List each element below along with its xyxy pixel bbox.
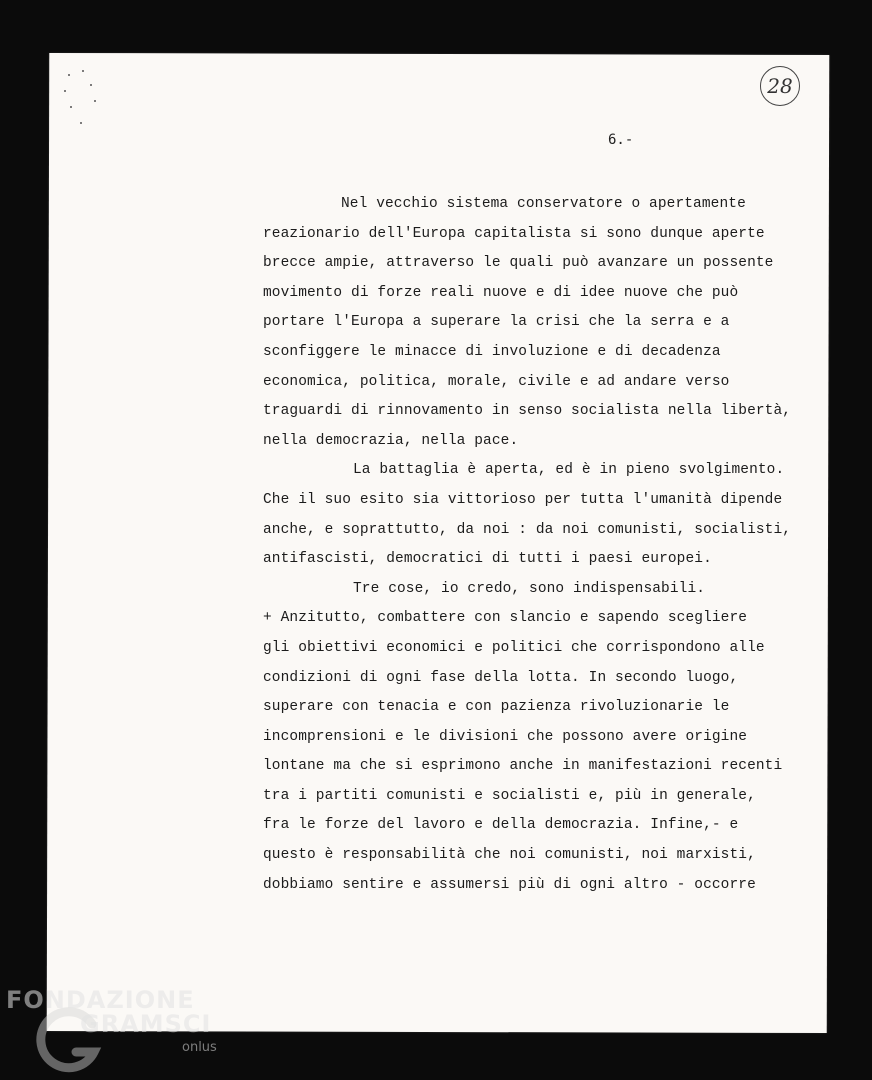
watermark-title: FONDAZIONE: [6, 986, 195, 1014]
text-line: La battaglia è aperta, ed è in pieno svolgimento.: [353, 462, 785, 479]
text-line: nella democrazia, nella pace.: [263, 432, 519, 449]
text-line: brecce ampie, attraverso le quali può avanzare un possente: [263, 255, 774, 272]
archive-page-stamp: 28: [760, 66, 800, 106]
document-body: [263, 190, 823, 900]
text-line: dobbiamo sentire e assumersi più di ogni altro - occorre: [263, 876, 756, 893]
watermark-subtitle: GRAMSCI: [80, 1010, 212, 1038]
text-line: gli obiettivi economici e politici che corrispondono alle: [263, 639, 765, 656]
text-line: tra i partiti comunisti e socialisti e, più in generale,: [263, 787, 756, 804]
text-line: movimento di forze reali nuove e di idee nuove che può: [263, 284, 739, 301]
text-line: antifascisti, democratici di tutti i paesi europei.: [263, 551, 712, 568]
text-line: questo è responsabilità che noi comunisti, noi marxisti,: [263, 847, 756, 864]
text-line: portare l'Europa a superare la crisi che la serra e a: [263, 314, 730, 331]
text-line: Tre cose, io credo, sono indispensabili.: [353, 580, 706, 597]
text-line: economica, politica, morale, civile e ad andare verso: [263, 373, 730, 390]
text-line: superare con tenacia e con pazienza rivoluzionarie le: [263, 699, 730, 716]
text-line: anche, e soprattutto, da noi : da noi comunisti, socialisti,: [263, 521, 792, 538]
page-number: 6.-: [608, 132, 634, 148]
text-line: incomprensioni e le divisioni che possono avere origine: [263, 728, 748, 745]
text-line: traguardi di rinnovamento in senso socialista nella libertà,: [263, 403, 792, 420]
text-line: fra le forze del lavoro e della democrazia. Infine,- e: [263, 817, 739, 834]
paper-specks: [60, 70, 100, 130]
watermark-tagline: onlus: [182, 1040, 217, 1055]
text-line: Che il suo esito sia vittorioso per tutta l'umanità dipende: [263, 491, 783, 508]
text-line: reazionario dell'Europa capitalista si sono dunque aperte: [263, 225, 765, 242]
text-line: sconfiggere le minacce di involuzione e di decadenza: [263, 343, 721, 360]
text-line: Nel vecchio sistema conservatore o apertamente: [341, 196, 746, 212]
text-line: condizioni di ogni fase della lotta. In secondo luogo,: [263, 669, 739, 686]
text-line: lontane ma che si esprimono anche in manifestazioni recenti: [263, 758, 783, 775]
text-line: + Anzitutto, combattere con slancio e sapendo scegliere: [263, 610, 748, 627]
